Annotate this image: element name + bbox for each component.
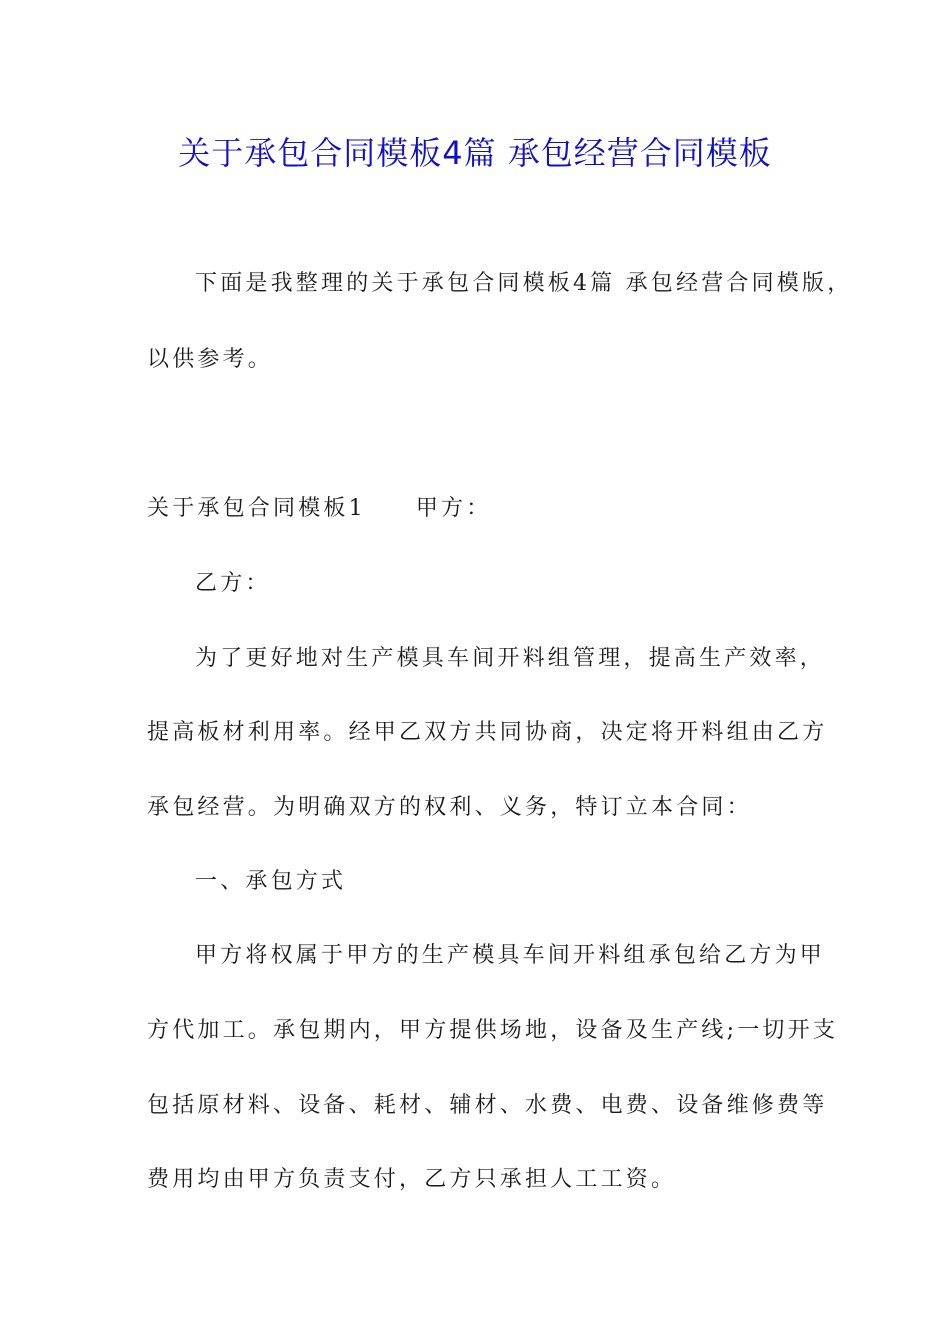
clause1-line-3: 包括原材料、设备、耗材、辅材、水费、电费、设备维修费等 <box>147 1093 828 1118</box>
clause1-heading: 一、承包方式 <box>195 869 347 894</box>
party-a-label: 甲方： <box>415 496 492 521</box>
section-heading-line <box>147 489 491 529</box>
clause1-line-4: 费用均由甲方负责支付，乙方只承担人工工资。 <box>147 1167 677 1192</box>
document-title: 关于承包合同模板4篇 承包经营合同模板 <box>178 134 772 172</box>
paragraph1-line-3: 承包经营。为明确双方的权利、义务，特订立本合同： <box>147 795 752 820</box>
clause1-line-2: 方代加工。承包期内，甲方提供场地，设备及生产线;一切开支 <box>147 1018 839 1043</box>
intro-line-1: 下面是我整理的关于承包合同模板4篇 承包经营合同模版， <box>195 271 853 296</box>
party-b-label: 乙方： <box>195 571 271 596</box>
section-heading: 关于承包合同模板1 <box>147 496 366 521</box>
paragraph1-line-2: 提高板材利用率。经甲乙双方共同协商，决定将开料组由乙方 <box>147 720 828 745</box>
intro-line-2: 以供参考。 <box>147 347 274 372</box>
clause1-line-1: 甲方将权属于甲方的生产模具车间开料组承包给乙方为甲 <box>195 943 826 968</box>
paragraph1-line-1: 为了更好地对生产模具车间开料组管理，提高生产效率， <box>195 646 826 671</box>
